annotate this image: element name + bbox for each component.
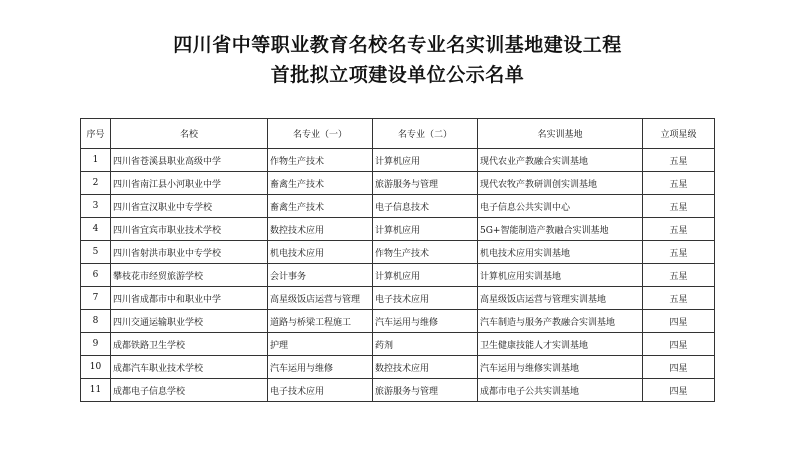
cell-star-level: 五星 — [643, 218, 715, 241]
cell-school: 四川省宜宾市职业技术学校 — [111, 218, 268, 241]
cell-major-2: 计算机应用 — [373, 264, 478, 287]
cell-index: 7 — [81, 287, 111, 310]
cell-major-2: 旅游服务与管理 — [373, 172, 478, 195]
cell-index: 1 — [81, 149, 111, 172]
cell-major-1: 高星级饭店运营与管理 — [268, 287, 373, 310]
cell-training-base: 机电技术应用实训基地 — [478, 241, 643, 264]
table-row — [81, 149, 715, 172]
cell-school: 四川省南江县小河职业中学 — [111, 172, 268, 195]
header-school: 名校 — [111, 119, 268, 149]
cell-training-base: 成都市电子公共实训基地 — [478, 379, 643, 402]
cell-major-1: 汽车运用与维修 — [268, 356, 373, 379]
cell-training-base: 汽车运用与维修实训基地 — [478, 356, 643, 379]
cell-star-level: 五星 — [643, 172, 715, 195]
cell-school: 四川省苍溪县职业高级中学 — [111, 149, 268, 172]
cell-star-level: 五星 — [643, 195, 715, 218]
table-row — [81, 356, 715, 379]
cell-index: 8 — [81, 310, 111, 333]
table-row — [81, 195, 715, 218]
cell-school: 攀枝花市经贸旅游学校 — [111, 264, 268, 287]
cell-training-base: 计算机应用实训基地 — [478, 264, 643, 287]
cell-major-1: 电子技术应用 — [268, 379, 373, 402]
cell-index: 5 — [81, 241, 111, 264]
cell-major-1: 数控技术应用 — [268, 218, 373, 241]
table-row — [81, 379, 715, 402]
cell-star-level: 四星 — [643, 379, 715, 402]
cell-training-base: 现代农业产教融合实训基地 — [478, 149, 643, 172]
header-star-level: 立项星级 — [643, 119, 715, 149]
table-row — [81, 241, 715, 264]
cell-index: 11 — [81, 379, 111, 402]
cell-star-level: 四星 — [643, 333, 715, 356]
cell-star-level: 五星 — [643, 241, 715, 264]
cell-index: 9 — [81, 333, 111, 356]
cell-star-level: 五星 — [643, 287, 715, 310]
cell-index: 4 — [81, 218, 111, 241]
cell-star-level: 五星 — [643, 264, 715, 287]
cell-school: 成都汽车职业技术学校 — [111, 356, 268, 379]
cell-training-base: 汽车制造与服务产教融合实训基地 — [478, 310, 643, 333]
cell-major-1: 道路与桥梁工程施工 — [268, 310, 373, 333]
cell-school: 成都铁路卫生学校 — [111, 333, 268, 356]
cell-major-2: 电子技术应用 — [373, 287, 478, 310]
cell-school: 四川省射洪市职业中专学校 — [111, 241, 268, 264]
cell-major-1: 作物生产技术 — [268, 149, 373, 172]
table-header-row — [81, 119, 715, 149]
approval-list-table — [80, 118, 715, 402]
cell-major-1: 畜禽生产技术 — [268, 172, 373, 195]
cell-training-base: 卫生健康技能人才实训基地 — [478, 333, 643, 356]
cell-major-1: 护理 — [268, 333, 373, 356]
cell-major-1: 畜禽生产技术 — [268, 195, 373, 218]
cell-index: 6 — [81, 264, 111, 287]
cell-major-2: 计算机应用 — [373, 218, 478, 241]
header-major-1: 名专业（一） — [268, 119, 373, 149]
table-row — [81, 310, 715, 333]
table-row — [81, 218, 715, 241]
cell-major-2: 电子信息技术 — [373, 195, 478, 218]
cell-training-base: 高星级饭店运营与管理实训基地 — [478, 287, 643, 310]
cell-training-base: 现代农牧产教研训创实训基地 — [478, 172, 643, 195]
cell-school: 四川省宣汉职业中专学校 — [111, 195, 268, 218]
cell-training-base: 电子信息公共实训中心 — [478, 195, 643, 218]
cell-major-2: 作物生产技术 — [373, 241, 478, 264]
cell-school: 成都电子信息学校 — [111, 379, 268, 402]
cell-index: 10 — [81, 356, 111, 379]
cell-major-2: 汽车运用与维修 — [373, 310, 478, 333]
cell-school: 四川省成都市中和职业中学 — [111, 287, 268, 310]
table-row — [81, 287, 715, 310]
header-training-base: 名实训基地 — [478, 119, 643, 149]
cell-star-level: 五星 — [643, 149, 715, 172]
cell-star-level: 四星 — [643, 310, 715, 333]
table-row — [81, 264, 715, 287]
document-title-line-1: 四川省中等职业教育名校名专业名实训基地建设工程 — [173, 34, 622, 56]
cell-major-2: 药剂 — [373, 333, 478, 356]
header-index: 序号 — [81, 119, 111, 149]
cell-major-2: 数控技术应用 — [373, 356, 478, 379]
table-row — [81, 333, 715, 356]
cell-training-base: 5G+智能制造产教融合实训基地 — [478, 218, 643, 241]
cell-index: 3 — [81, 195, 111, 218]
cell-school: 四川交通运输职业学校 — [111, 310, 268, 333]
cell-major-2: 计算机应用 — [373, 149, 478, 172]
cell-index: 2 — [81, 172, 111, 195]
cell-star-level: 四星 — [643, 356, 715, 379]
cell-major-1: 机电技术应用 — [268, 241, 373, 264]
cell-major-2: 旅游服务与管理 — [373, 379, 478, 402]
document-title-line-2: 首批拟立项建设单位公示名单 — [270, 64, 525, 86]
table-row — [81, 172, 715, 195]
cell-major-1: 会计事务 — [268, 264, 373, 287]
header-major-2: 名专业（二） — [373, 119, 478, 149]
